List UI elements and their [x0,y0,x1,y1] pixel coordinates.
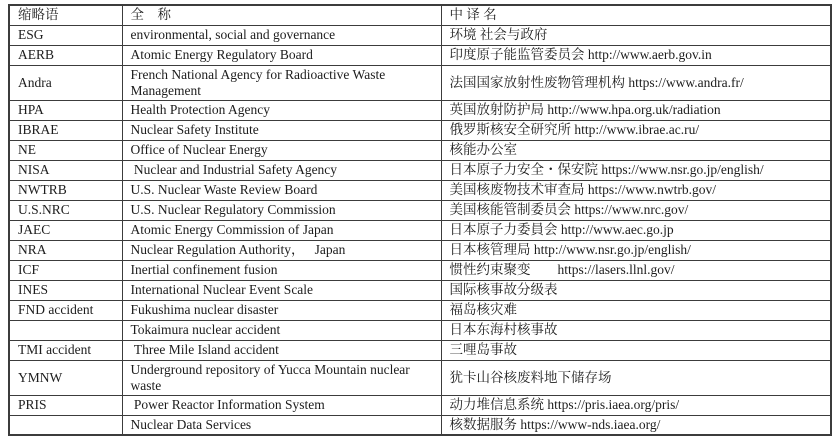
cell-abbreviation: NISA [9,160,122,180]
cell-abbreviation: HPA [9,100,122,120]
cell-chinese-translation: 美国核废物技术审查局 https://www.nwtrb.gov/ [441,180,831,200]
table-row [9,260,831,280]
table-row [9,240,831,260]
cell-abbreviation: Andra [9,65,122,100]
cell-chinese-translation: 福岛核灾难 [441,300,831,320]
cell-full-name: Tokaimura nuclear accident [122,320,441,340]
table-row [9,340,831,360]
cell-full-name: environmental, social and governance [122,25,441,45]
table-row [9,100,831,120]
cell-chinese-translation: 法国国家放射性废物管理机构 https://www.andra.fr/ [441,65,831,100]
cell-abbreviation [9,415,122,435]
cell-full-name: International Nuclear Event Scale [122,280,441,300]
cell-abbreviation: IBRAE [9,120,122,140]
cell-full-name: U.S. Nuclear Waste Review Board [122,180,441,200]
cell-chinese-translation: 印度原子能监管委员会 http://www.aerb.gov.in [441,45,831,65]
abbreviation-table [8,4,832,436]
table-row [9,140,831,160]
table-row [9,65,831,100]
cell-full-name: Nuclear and Industrial Safety Agency [122,160,441,180]
cell-chinese-translation: 核数据服务 https://www-nds.iaea.org/ [441,415,831,435]
table-row [9,280,831,300]
cell-abbreviation: YMNW [9,360,122,395]
table-row [9,180,831,200]
cell-chinese-translation: 惯性约束聚变 https://lasers.llnl.gov/ [441,260,831,280]
table-row [9,360,831,395]
cell-abbreviation: NWTRB [9,180,122,200]
cell-abbreviation: TMI accident [9,340,122,360]
cell-abbreviation: ICF [9,260,122,280]
table-row [9,415,831,435]
cell-chinese-translation: 日本核管理局 http://www.nsr.go.jp/english/ [441,240,831,260]
cell-abbreviation: FND accident [9,300,122,320]
cell-full-name: French National Agency for Radioactive Waste Management [122,65,441,100]
cell-abbreviation: NRA [9,240,122,260]
cell-full-name: U.S. Nuclear Regulatory Commission [122,200,441,220]
cell-full-name: Atomic Energy Regulatory Board [122,45,441,65]
table-row [9,300,831,320]
header-full-name: 全 称 [122,5,441,25]
table-row [9,160,831,180]
cell-chinese-translation: 核能办公室 [441,140,831,160]
table-row [9,320,831,340]
cell-chinese-translation: 国际核事故分级表 [441,280,831,300]
cell-chinese-translation: 日本原子力安全・保安院 https://www.nsr.go.jp/english/ [441,160,831,180]
header-chinese-translation: 中 译 名 [441,5,831,25]
cell-abbreviation: ESG [9,25,122,45]
table-row [9,45,831,65]
header-row [9,5,831,25]
header-abbreviation: 缩略语 [9,5,122,25]
cell-abbreviation: PRIS [9,395,122,415]
cell-chinese-translation: 俄罗斯核安全研究所 http://www.ibrae.ac.ru/ [441,120,831,140]
cell-abbreviation: AERB [9,45,122,65]
table-row [9,220,831,240]
table-row [9,120,831,140]
cell-full-name: Nuclear Regulation Authority， Japan [122,240,441,260]
cell-chinese-translation: 美国核能管制委员会 https://www.nrc.gov/ [441,200,831,220]
cell-chinese-translation: 动力堆信息系统 https://pris.iaea.org/pris/ [441,395,831,415]
cell-full-name: Nuclear Data Services [122,415,441,435]
cell-chinese-translation: 英国放射防护局 http://www.hpa.org.uk/radiation [441,100,831,120]
cell-full-name: Office of Nuclear Energy [122,140,441,160]
cell-full-name: Three Mile Island accident [122,340,441,360]
cell-full-name: Atomic Energy Commission of Japan [122,220,441,240]
cell-chinese-translation: 日本原子力委員会 http://www.aec.go.jp [441,220,831,240]
cell-full-name: Health Protection Agency [122,100,441,120]
table-row [9,25,831,45]
cell-full-name: Fukushima nuclear disaster [122,300,441,320]
cell-full-name: Inertial confinement fusion [122,260,441,280]
cell-chinese-translation: 三哩岛事故 [441,340,831,360]
cell-chinese-translation: 环境 社会与政府 [441,25,831,45]
cell-chinese-translation: 日本东海村核事故 [441,320,831,340]
cell-abbreviation: JAEC [9,220,122,240]
cell-abbreviation: U.S.NRC [9,200,122,220]
cell-abbreviation: NE [9,140,122,160]
cell-abbreviation [9,320,122,340]
cell-full-name: Nuclear Safety Institute [122,120,441,140]
cell-abbreviation: INES [9,280,122,300]
table-row [9,200,831,220]
cell-full-name: Power Reactor Information System [122,395,441,415]
table-body [9,25,831,435]
cell-full-name: Underground repository of Yucca Mountain nuclear waste [122,360,441,395]
table-row [9,395,831,415]
cell-chinese-translation: 犹卡山谷核废料地下储存场 [441,360,831,395]
